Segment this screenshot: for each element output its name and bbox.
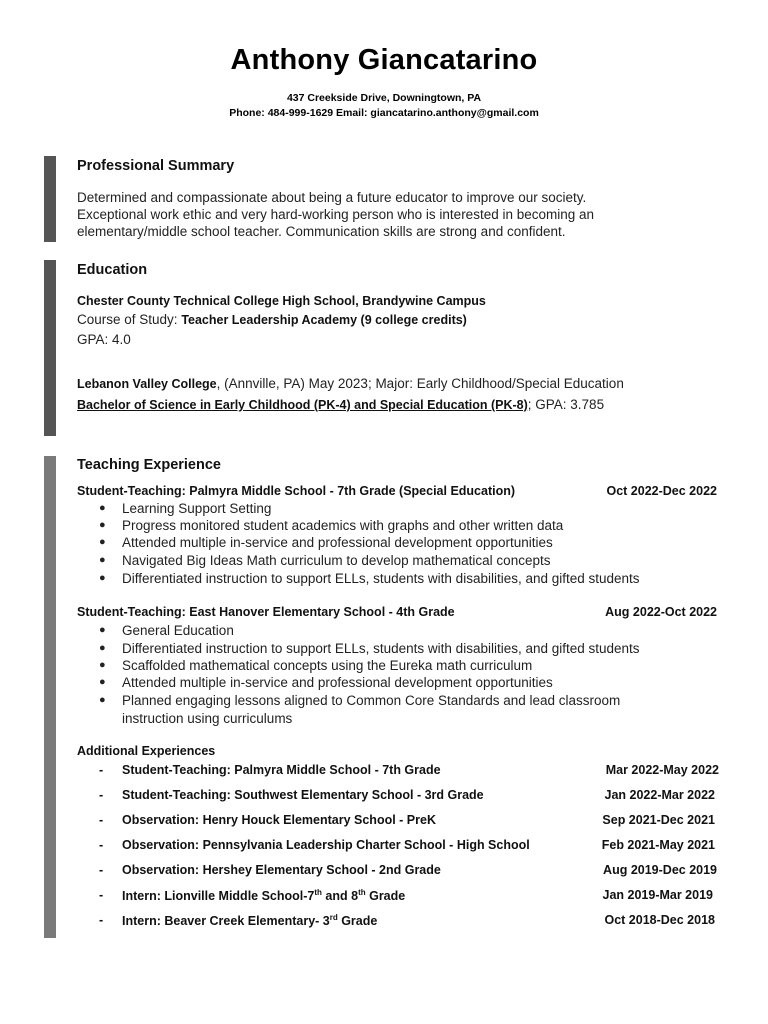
- job-1-date: Oct 2022-Dec 2022: [606, 484, 717, 498]
- degree-line: [77, 396, 604, 415]
- teaching-heading: Teaching Experience: [77, 457, 221, 473]
- course-label: Course of Study:: [77, 312, 182, 327]
- additional-heading: Additional Experiences: [77, 744, 216, 758]
- summary-line-1: Determined and compassionate about being a future educator to improve our society.: [77, 190, 587, 205]
- summary-section-bar: [44, 156, 56, 242]
- school-2-detail: , (Annville, PA) May 2023; Major: Early Childhood/Special Education: [216, 376, 624, 391]
- job-2-title: Student-Teaching: East Hanover Elementary School - 4th Grade: [77, 605, 455, 619]
- course-of-study: [77, 311, 467, 330]
- degree-name: Bachelor of Science in Early Childhood (PK-4) and Special Education (PK-8): [77, 398, 528, 412]
- school-2-name: Lebanon Valley College: [77, 377, 217, 391]
- contact-line: Phone: 484-999-1629 Email: giancatarino.anthony@gmail.com: [229, 107, 539, 119]
- summary-line-3: elementary/middle school teacher. Communication skills are strong and confident.: [77, 224, 566, 239]
- address-line: 437 Creekside Drive, Downingtown, PA: [286, 92, 482, 104]
- course-value: Teacher Leadership Academy (9 college credits): [181, 313, 467, 327]
- education-section-bar: [44, 260, 56, 436]
- job-1-title: Student-Teaching: Palmyra Middle School - 7th Grade (Special Education): [77, 484, 516, 498]
- education-heading: Education: [77, 262, 148, 278]
- resume-name: Anthony Giancatarino: [230, 44, 538, 76]
- experience-section-bar: [44, 456, 56, 938]
- job-1-row: [77, 484, 717, 498]
- job-2-row: [77, 605, 717, 619]
- summary-line-2: Exceptional work ethic and very hard-working person who is interested in becoming an: [77, 207, 595, 222]
- job-2-date: Aug 2022-Oct 2022: [605, 605, 717, 619]
- school-1-name: Chester County Technical College High School, Brandywine Campus: [77, 294, 486, 308]
- gpa-2: ; GPA: 3.785: [527, 397, 605, 412]
- summary-heading: Professional Summary: [77, 158, 235, 174]
- school-2-line: [77, 375, 624, 394]
- gpa-1: GPA: 4.0: [77, 332, 131, 347]
